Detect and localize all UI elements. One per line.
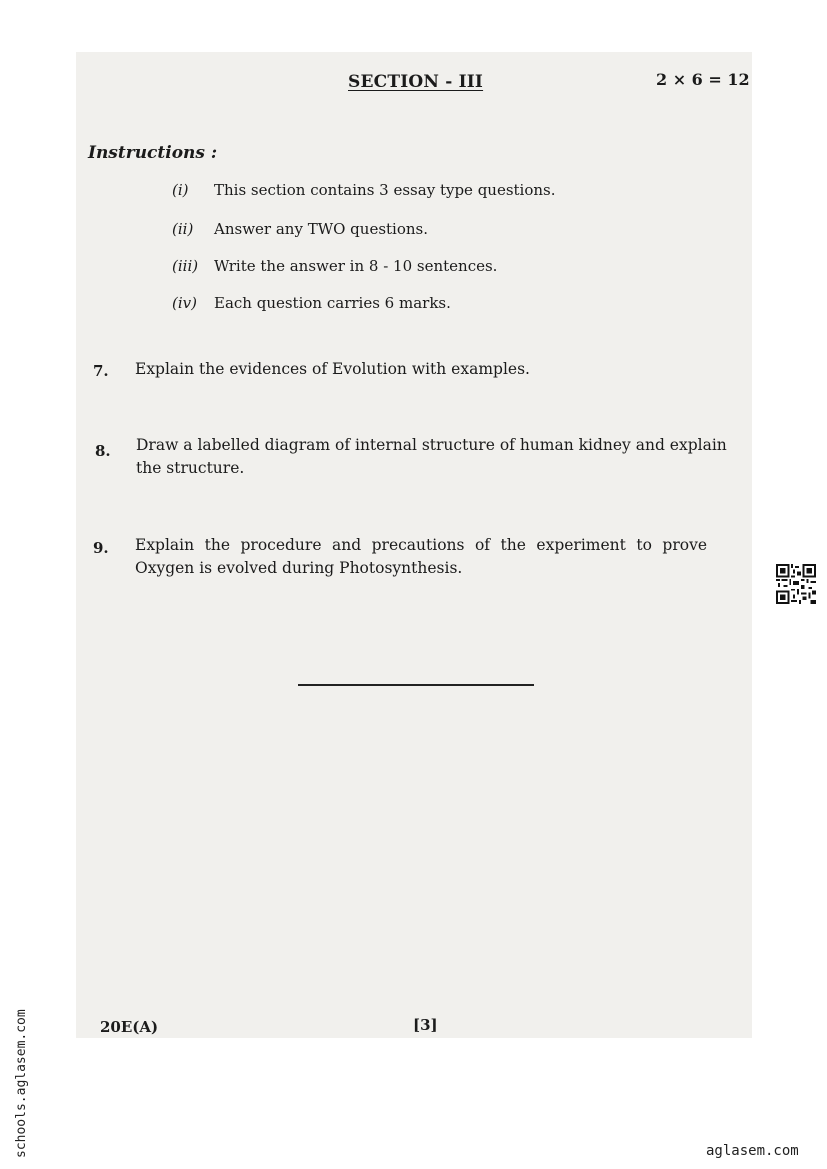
instruction-item (172, 257, 497, 275)
instruction-number: (ii) (172, 220, 194, 238)
instruction-number: (iv) (172, 294, 197, 312)
instruction-number: (i) (172, 181, 189, 199)
question-number: 7. (93, 362, 109, 380)
instruction-text: This section contains 3 essay type questions. (214, 181, 556, 199)
question-number: 9. (93, 539, 109, 557)
question-number: 8. (95, 442, 111, 460)
footer-code: 20E(A) (100, 1018, 159, 1036)
instruction-text: Write the answer in 8 - 10 sentences. (214, 257, 498, 275)
page-number: [3] (413, 1016, 438, 1034)
marks-formula: 2 × 6 = 12 (656, 70, 750, 89)
end-rule (298, 684, 534, 686)
side-watermark: schools.aglasem.com (14, 1009, 29, 1158)
question-text: Draw a labelled diagram of internal structure of human kidney and explain the structure. (136, 436, 727, 477)
instruction-text: Each question carries 6 marks. (214, 294, 451, 312)
instructions-heading: Instructions : (88, 143, 218, 163)
question-text: Explain the evidences of Evolution with examples. (135, 360, 530, 378)
instruction-item (172, 181, 556, 199)
bottom-watermark: aglasem.com (706, 1143, 799, 1159)
qr-code-icon[interactable] (776, 564, 816, 604)
question-text: Explain the procedure and precautions of the experiment to prove Oxygen is evolved during Photosynthesis. (135, 536, 707, 577)
instruction-number: (iii) (172, 257, 199, 275)
instruction-item (172, 220, 428, 238)
section-title: SECTION - III (348, 72, 484, 92)
instruction-item (172, 294, 451, 312)
instruction-text: Answer any TWO questions. (214, 220, 428, 238)
